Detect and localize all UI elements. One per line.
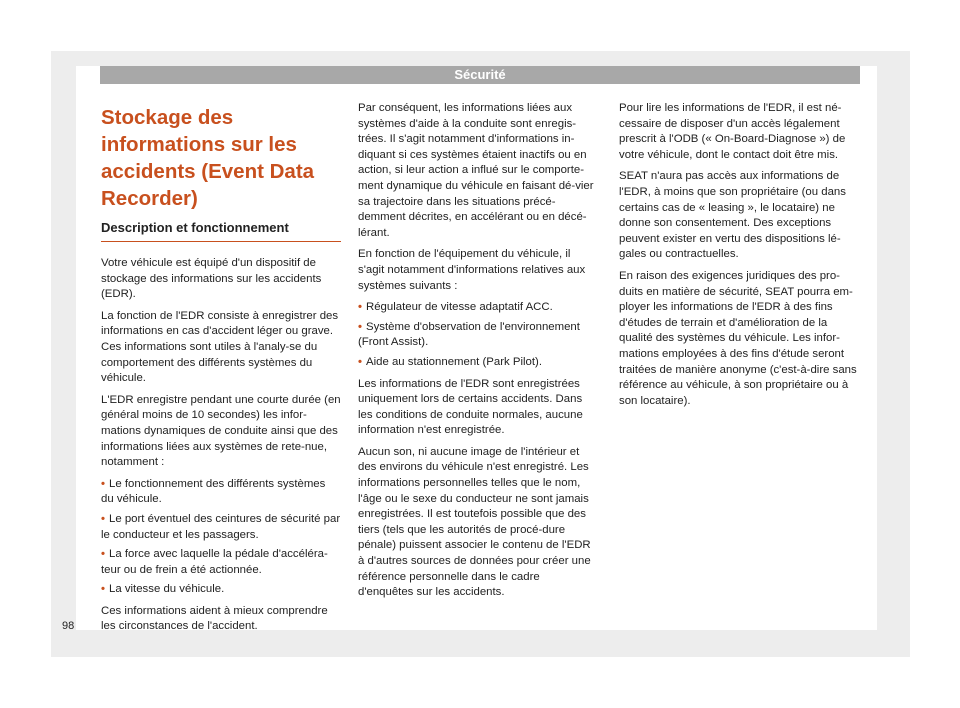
bullet-list	[358, 300, 598, 370]
list-item	[101, 582, 341, 598]
bullet-icon: •	[101, 548, 105, 561]
list-item-text: La force avec laquelle la pédale d'accéléra-teur ou de frein a été actionnée.	[101, 548, 328, 576]
list-item-text: Régulateur de vitesse adaptatif ACC.	[366, 301, 553, 314]
column-1	[101, 104, 341, 641]
paragraph: Aucun son, ni aucune image de l'intérieur et des environs du véhicule n'est enregistré. Les informations personnelles telles que le nom, l'âge ou le sexe du conducteur ne sont jamais enregistrées. Il est toutefois possible que des tiers (tels que les autorités de procé-dure pénale) puissent associer le contenu de l'EDR à d'autres sources de données pour créer une référence personnelle dans le cadre d'enquêtes sur les accidents.	[358, 445, 591, 599]
list-item-text: Le port éventuel des ceintures de sécurité par le conducteur et les passagers.	[101, 512, 341, 541]
bullet-icon: •	[101, 512, 105, 525]
paragraph: L'EDR enregistre pendant une courte durée (en général moins de 10 secondes) les infor-mations dynamiques de conduite ainsi que des informations liées aux systèmes de rete-nue, notamment :	[101, 393, 341, 469]
paragraph: En raison des exigences juridiques des pro-duits en matière de sécurité, SEAT pourra em-ployer les informations de l'EDR à des fins d'études de terrain et d'amélioration de la qualité des systèmes du véhicule. Les infor-mations employées à des fins d'étude seront traitées de manière anonyme (c'est-à-dire sans référence au véhicule, à son propriétaire ou à son locataire).	[619, 269, 857, 407]
paragraph: En fonction de l'équipement du véhicule, il s'agit notamment d'informations relatives aux systèmes suivants :	[358, 248, 586, 292]
bullet-icon: •	[358, 355, 362, 368]
list-item	[358, 300, 598, 316]
paragraph: SEAT n'aura pas accès aux informations de l'EDR, à moins que son propriétaire (ou dans certains cas de « leasing », le locataire) ne donne son consentement. Des exceptions peuvent exister en vertu des dispositions lé-gales ou contractuelles.	[619, 170, 846, 261]
list-item	[358, 320, 598, 351]
list-item	[101, 547, 341, 578]
bullet-list	[101, 477, 341, 598]
bullet-icon: •	[358, 320, 362, 333]
paragraph: La fonction de l'EDR consiste à enregistrer des informations en cas d'accident léger ou grave. Ces informations sont utiles à l'analy-se du comportement des différents systèmes du véhicule.	[101, 309, 339, 385]
column-3	[619, 101, 859, 415]
bullet-icon: •	[101, 477, 105, 490]
list-item-text: La vitesse du véhicule.	[109, 583, 225, 596]
paragraph: Votre véhicule est équipé d'un dispositif de stockage des informations sur les accidents (EDR).	[101, 257, 322, 301]
list-item	[358, 355, 598, 371]
section-subtitle: Description et fonctionnement	[101, 220, 341, 242]
page-title: Stockage des informations sur les accidents (Event Data Recorder)	[101, 106, 315, 210]
page-number: 98	[62, 620, 75, 632]
bullet-icon: •	[101, 583, 105, 596]
column-2	[358, 101, 598, 607]
section-header: Sécurité	[100, 66, 860, 84]
list-item-text: Le fonctionnement des différents systèmes du véhicule.	[101, 477, 326, 506]
paragraph: Par conséquent, les informations liées aux systèmes d'aide à la conduite sont enregis-trées. Il s'agit notamment d'informations in-diquant si ces systèmes étaient inactifs ou en action, si leur action a influé sur le comporte-ment dynamique du véhicule en faisant dé-vier sa trajectoire dans les situations précé-demment décrites, en accélérant ou en décé-lérant.	[358, 102, 594, 239]
paragraph: Les informations de l'EDR sont enregistrées uniquement lors de certains accidents. Dans les conditions de conduite normales, aucune information n'est enregistrée.	[358, 377, 583, 437]
list-item	[101, 477, 341, 508]
list-item-text: Aide au stationnement (Park Pilot).	[366, 355, 543, 368]
paragraph: Ces informations aident à mieux comprendre les circonstances de l'accident.	[101, 604, 328, 633]
list-item-text: Système d'observation de l'environnement (Front Assist).	[358, 320, 580, 349]
paragraph: Pour lire les informations de l'EDR, il est né-cessaire de disposer d'un accès légalement prescrit à l'ODB (« On-Board-Diagnose ») de votre véhicule, dont le contact doit être mis.	[619, 102, 846, 161]
bullet-icon: •	[358, 301, 362, 314]
list-item	[101, 512, 341, 543]
